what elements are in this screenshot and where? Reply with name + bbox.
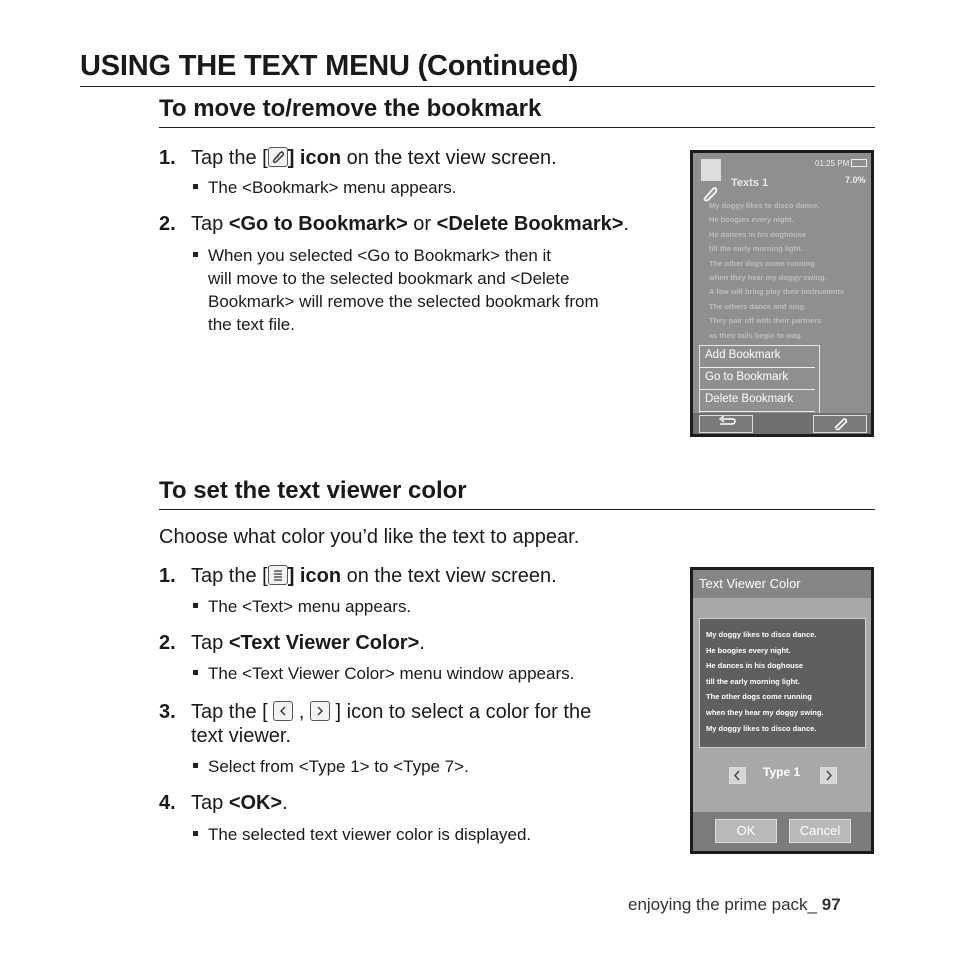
- color-step-3-note: Select from <Type 1> to <Type 7>.: [193, 755, 469, 778]
- next-type-button[interactable]: [820, 767, 837, 784]
- chevron-right-icon: [310, 701, 330, 721]
- bookmark-step-1-note: The <Bookmark> menu appears.: [193, 176, 457, 199]
- menu-item-delete-bookmark[interactable]: Delete Bookmark: [700, 390, 815, 412]
- color-step-4-note: The selected text viewer color is displayed.: [193, 823, 531, 846]
- bookmark-step-1: 1. Tap the [ ] icon on the text view screen.: [159, 147, 557, 169]
- page-title: USING THE TEXT MENU (Continued): [80, 50, 579, 82]
- screen1-percent: 7.0%: [845, 175, 866, 185]
- text-viewer-color-screenshot: [690, 567, 874, 854]
- chevron-left-icon: [730, 768, 745, 783]
- page-footer: enjoying the prime pack_ 97: [628, 895, 841, 914]
- screen1-text-body: My doggy likes to disco dance. He boogies every night. He dances in his doghouse till the early morning light. The other dogs come running when they hear my doggy swing. A few will bring play their instruments The others dance and sing. They pair off with their partners as their tails begin to wag.: [709, 201, 845, 340]
- bookmark-screenshot: [690, 150, 874, 437]
- bookmark-section-title: To move to/remove the bookmark: [159, 95, 542, 122]
- screen2-title: Text Viewer Color: [693, 570, 871, 598]
- color-step-2-note: The <Text Viewer Color> menu window appears.: [193, 662, 574, 685]
- bookmark-step-2: 2. Tap <Go to Bookmark> or <Delete Bookmark>.: [159, 213, 629, 235]
- bookmark-menu: [699, 345, 820, 415]
- chevron-left-icon: [273, 701, 293, 721]
- color-preview: My doggy likes to disco dance. He boogies every night. He dances in his doghouse till the early morning light. The other dogs come running when they hear my doggy swing. My doggy likes to disco dance.: [699, 618, 866, 748]
- color-section-intro: Choose what color you’d like the text to appear.: [159, 526, 580, 548]
- bookmark-section-rule: [159, 127, 875, 128]
- back-button[interactable]: [699, 415, 753, 433]
- color-step-1: 1. Tap the [ ] icon on the text view screen.: [159, 565, 557, 587]
- text-menu-icon: [268, 565, 288, 585]
- document-icon: [701, 159, 721, 181]
- clip-icon: [268, 147, 288, 167]
- color-section-rule: [159, 509, 875, 510]
- color-step-3-line2: text viewer.: [191, 725, 292, 747]
- bookmark-button[interactable]: [813, 415, 867, 433]
- color-section-title: To set the text viewer color: [159, 477, 467, 504]
- battery-icon: [851, 159, 867, 167]
- color-step-1-note: The <Text> menu appears.: [193, 595, 411, 618]
- menu-item-add-bookmark[interactable]: Add Bookmark: [700, 346, 815, 368]
- clip-icon: [814, 416, 866, 432]
- menu-item-go-to-bookmark[interactable]: Go to Bookmark: [700, 368, 815, 390]
- color-step-3: 3. Tap the [ , ] icon to select a color for the: [159, 701, 592, 723]
- page-number: 97: [821, 895, 841, 914]
- type-label: Type 1: [763, 765, 801, 779]
- chevron-right-icon: [821, 768, 836, 783]
- ok-button[interactable]: OK: [715, 819, 777, 843]
- bookmark-step-2-note: When you selected <Go to Bookmark> then it will move to the selected bookmark and <Delete Bookmark> will remove the selected bookmark from the text file.: [193, 244, 599, 336]
- color-step-4: 4. Tap <OK>.: [159, 792, 288, 814]
- prev-type-button[interactable]: [729, 767, 746, 784]
- screen1-time: 01:25 PM: [815, 159, 850, 168]
- cancel-button[interactable]: Cancel: [789, 819, 851, 843]
- screen1-title: Texts 1: [731, 177, 769, 189]
- title-rule: [80, 86, 875, 87]
- color-step-2: 2. Tap <Text Viewer Color>.: [159, 632, 425, 654]
- back-arrow-icon: [700, 416, 752, 432]
